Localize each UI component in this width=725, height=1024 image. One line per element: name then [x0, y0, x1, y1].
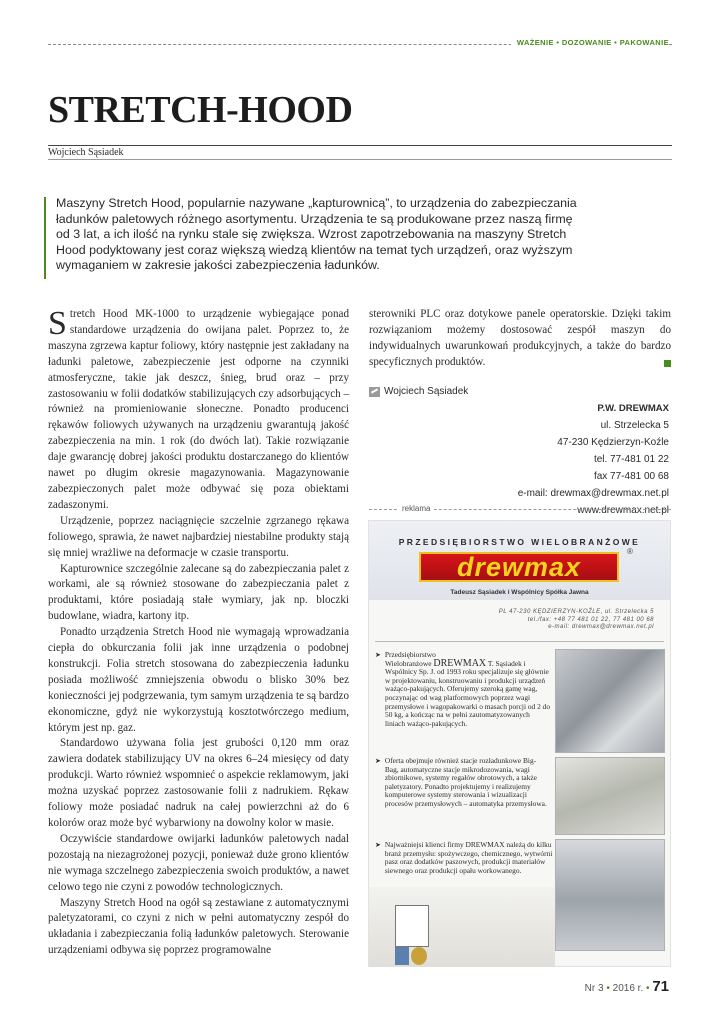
contact-street: ul. Strzelecka 5 — [600, 420, 669, 431]
ad-text-block — [375, 651, 551, 728]
quality-badge-icon — [395, 947, 409, 965]
author-signature — [369, 386, 468, 397]
page-footer — [585, 978, 669, 995]
machine-photo — [555, 649, 665, 753]
ad-address-line: e-mail: drewmax@drewmax.net.pl — [548, 624, 654, 630]
issue-year: 2016 r. — [612, 983, 644, 994]
ad-text: T. Sąsiadek i Wspólnicy Sp. J. od 1993 roku specjalizuje się głównie w projektowaniu, konstruowaniu i produkcji urządzeń ważąco-pakujących. Oferujemy szeroką gamę wag, poczynając od wag platformowych poprzez wagi przemysłowe i wagopakowarki o masach porcji od 2 do 50 kg, a kończąc na w pełni zautomatyzowanych liniach ważąco-pakujących. — [385, 658, 551, 728]
ad-text-block — [375, 841, 555, 875]
certificate-icon — [395, 905, 429, 947]
ad-text: Wielobranżowe — [385, 658, 432, 668]
ad-logo: drewmax — [419, 552, 619, 582]
issue-number: Nr 3 — [584, 983, 604, 994]
ad-owners: Tadeusz Sąsiadek i Wspólnicy Spółka Jawna — [450, 589, 589, 596]
contact-tel: tel. 77-481 01 22 — [593, 454, 669, 465]
footer-separator: • — [606, 983, 610, 994]
pen-icon — [369, 387, 380, 397]
arrow-bullet-icon: ➤ — [375, 841, 381, 849]
body-paragraph: Kapturownice szczególnie zalecane są do zabezpieczania palet z workami, ale są również stosowane do zabezpieczania palet z produktami, które posiadają stałe wymiary, jak np. bloczki budowlane, wiadra, kartony itp. — [48, 562, 349, 623]
lead-paragraph: Maszyny Stretch Hood, popularnie nazywane „kapturownicą”, to urządzenia do zabezpieczania ładunków paletowych różnego asortymentu. Urządzenia te są produkowane przez naszą firmę od 3 lat, a ich ilość na rynku stale się zwiększa. Wzrost zapotrzebowania na maszyny Stretch Hood podyktowany jest coraz większą wiedzą klientów na temat tych urządzeń, oraz wyższym wymaganiem w zakresie jakości zabezpieczenia ładunków. — [56, 196, 577, 273]
end-mark-icon — [664, 360, 671, 367]
author-rule-top — [48, 145, 672, 146]
contact-fax: fax 77-481 00 68 — [593, 471, 669, 482]
ad-address-line: PL 47-230 KĘDZIERZYN-KOŹLE, ul. Strzelecka 5 — [498, 609, 654, 615]
signature-name: Wojciech Sąsiadek — [384, 386, 469, 397]
warehouse-photo — [555, 757, 665, 835]
footer-separator: • — [646, 983, 650, 994]
ad-divider — [375, 641, 664, 642]
ad-text: Najważniejsi klienci firmy DREWMAX należą do kilku branż przemysłu: spożywczego, chemicznego, wytwórni pasz oraz dodatków paszowych, produkcji materiałów siewnego oraz produkcji opału workowanego. — [384, 840, 553, 875]
contact-block — [429, 400, 669, 519]
page-number: 71 — [652, 978, 669, 995]
body-paragraph: Ponadto urządzenia Stretch Hood nie wymagają wprowadzania ciepła do obkurczania folii jak inne urządzenia o podobnej konstrukcji. Folia stretch stosowana do zabezpieczenia ładunku posiada możliwość zmniejszenia obwodu o blisko 30% bez konieczności jej podgrzewania, tym samym urządzenia te są bardzo ekonomiczne, gdyż nie wykorzystują kosztotwórczego medium, którym jest np. gaz. — [48, 626, 349, 734]
registered-icon: ® — [627, 547, 633, 556]
body-text: sterowniki PLC oraz dotykowe panele operatorskie. Dzięki takim rozwiązaniom możemy dostosować zespół maszyn do indywidualnych uwarunkowań produkcyjnych, a także do bardzo specyficznych produktów. — [369, 308, 671, 368]
body-paragraph — [48, 307, 349, 514]
article-author: Wojciech Sąsiadek — [48, 147, 124, 158]
ad-address-line: tel./fax: +48 77 481 01 22, 77 481 00 68 — [527, 616, 654, 623]
body-paragraph: Urządzenie, poprzez naciągnięcie szczelnie zgrzanego rękawa foliowego, sprawia, że nawet najbardziej niestabilne produkty stają się mniej wrażliwe na deformacje w czasie transportu. — [48, 514, 349, 559]
body-paragraph: Oczywiście standardowe owijarki ładunków paletowych nadal pozostają na niezagrożonej pozycji, ponieważ duże grono klientów nie wymaga szczelnego zabezpieczenia swoich produktów, a nawet celowo tego nie czyni z powodów technologicznych. — [48, 832, 349, 893]
ad-header — [369, 521, 670, 600]
contact-website[interactable]: www.drewmax.net.pl — [577, 505, 669, 516]
ad-label: reklama — [398, 504, 434, 513]
body-column-left — [48, 307, 349, 959]
section-tag: WAŻENIE • DOZOWANIE • PAKOWANIE — [511, 38, 669, 47]
award-badge-icon — [411, 947, 427, 965]
ad-text: Oferta obejmuje również stacje rozładunkowe Big-Bag, automatyczne stacje mikrodozowania, wagi zbiornikowe, systemy regałów obrotowych, a także paletyzatory. Ponadto projektujemy i realizujemy komputerowe systemy sterowania i wizualizacji procesów przemysłowych – automatyka przemysłowa. — [384, 756, 547, 808]
body-paragraph — [369, 307, 671, 371]
body-column-right — [369, 307, 671, 371]
ad-address — [499, 609, 654, 632]
advertisement[interactable] — [368, 520, 671, 967]
body-paragraph: Standardowo używana folia jest grubości 0,120 mm oraz zawiera dodatek stabilizujący UV na okres 6–24 miesięcy od daty produkcji. Warto również wspomnieć o aspekcie reklamowym, jaki można uzyskać poprzez zastosowanie folii z nadrukiem. Rękaw foliowy może posiadać nadruk na całej powierzchni aż do 6 kolorów oraz może być wybarwiony na dowolny kolor w masie. — [48, 737, 349, 829]
body-paragraph: Maszyny Stretch Hood na ogół są zestawiane z automatycznymi paletyzatorami, co czyni z nich w pełni automatyczny zespół do układania i zabezpieczania folią ładunków paletowych. Sterowanie urządzeniami odbywa się poprzez programowalne — [48, 896, 349, 957]
ad-heading: Przedsiębiorstwo — [384, 650, 436, 659]
dropcap: S — [48, 305, 67, 342]
author-rule-bottom — [48, 159, 672, 160]
ad-brand: DREWMAX — [433, 657, 487, 669]
arrow-bullet-icon: ➤ — [375, 757, 381, 765]
contact-company: P.W. DREWMAX — [597, 403, 669, 414]
lead-accent-bar — [44, 197, 46, 279]
ad-company-line: PRZEDSIĘBIORSTWO WIELOBRANŻOWE — [398, 537, 641, 547]
contact-email[interactable]: e-mail: drewmax@drewmax.net.pl — [517, 488, 669, 499]
article-title: STRETCH-HOOD — [48, 89, 353, 131]
arrow-bullet-icon: ➤ — [375, 651, 381, 659]
production-line-photo — [555, 839, 665, 951]
body-text: tretch Hood MK-1000 to urządzenie wybiegające ponad standardowe urządzenia do owijana palet. Poprzez to, że maszyna zgrzewa kaptur foliowy, który następnie jest zakładany na ładunki paletowe, zabezpieczenie jest odporne na czynniki atmosferyczne, takie jak deszcz, śnieg, brud oraz – przy zastosowaniu w folii dodatków stabilizujących czy adsorbujących – również na promieniowanie słoneczne. Ponadto producenci rękawów foliowych używanych na urządzeniu gwarantują jakość zabezpieczenia na min. 1 rok (do dwóch lat). Takie rozwiązanie daje gwarancję dobrej jakości produktu dostarczanego do klientów nawet po długim okresie magazynowania. Magazynowanie zabezpieczonych palet może odbywać się poza obiektami zadaszonymi. — [48, 308, 349, 511]
ad-text-block — [375, 757, 547, 809]
contact-city: 47-230 Kędzierzyn-Koźle — [557, 437, 669, 448]
